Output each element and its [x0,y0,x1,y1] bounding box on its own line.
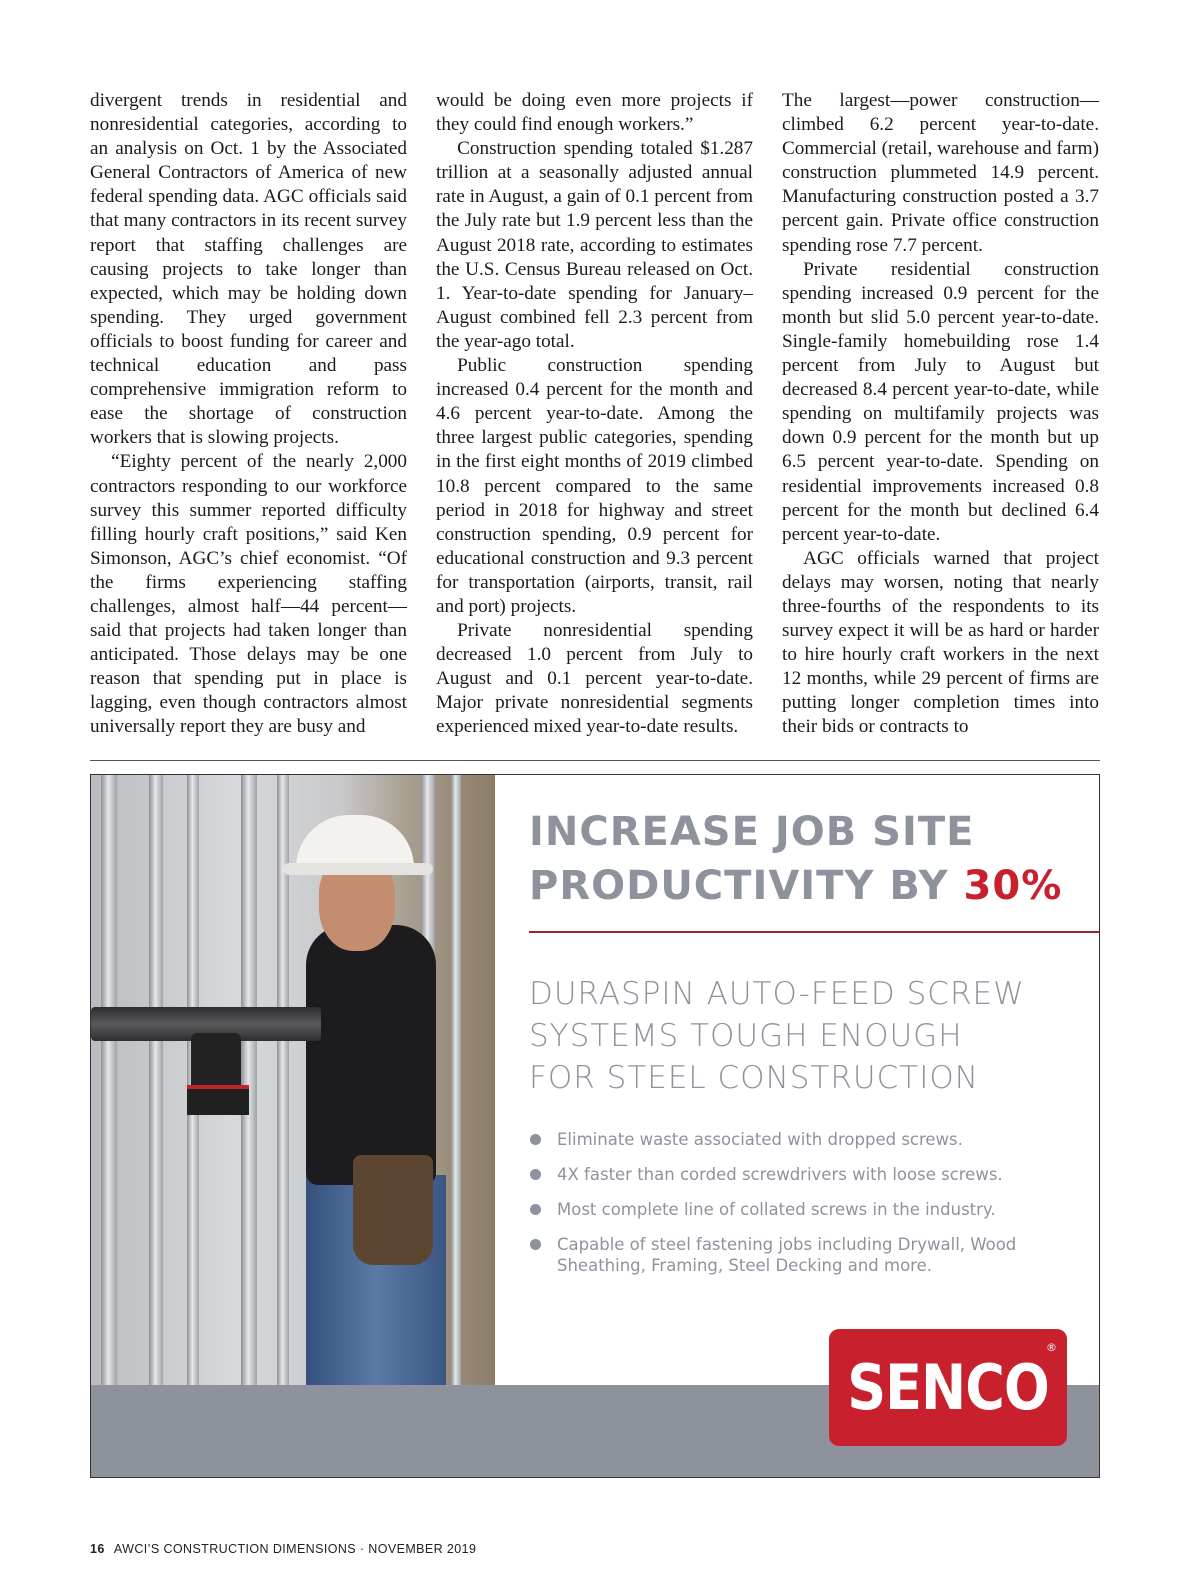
section-divider [90,760,1100,761]
senco-advertisement [90,774,1100,1478]
page-number: 16 [90,1542,105,1556]
bullet-item [529,1129,1069,1150]
paragraph: would be doing even more projects if they could find enough workers.” [436,90,753,136]
senco-logo [829,1329,1067,1446]
bullet-item [529,1234,1069,1276]
tool-pouch [353,1155,433,1265]
ad-headline [529,805,1089,913]
headline-line-1: INCREASE JOB SITE [529,809,975,855]
article-column-3 [782,89,1099,740]
worker-photo [91,775,495,1385]
publication-line: AWCI’S CONSTRUCTION DIMENSIONS · NOVEMBER 2019 [113,1542,477,1556]
paragraph: Private nonresidential spending decreased 1.0 percent from July to August and 0.1 percent year-to-date. Major private nonresidential segments experienced mixed year-to-date results. [436,620,753,738]
bullet-text: 4X faster than corded screwdrivers with loose screws. [557,1165,1003,1184]
paragraph: Construction spending totaled $1.287 trillion at a seasonally adjusted annual rate in August, a gain of 0.1 percent from the July rate but 1.9 percent less than the August 2018 rate, according to estimates the U.S. Census Bureau released on Oct. 1. Year-to-date spending for January–August combined fell 2.3 percent from the year-ago total. [436,138,753,352]
steel-stud [149,775,163,1385]
headline-line-2-text: PRODUCTIVITY BY [529,863,964,909]
ad-bullet-list [529,1129,1069,1290]
bullet-icon [530,1204,541,1215]
headline-accent: 30% [963,863,1063,909]
subheadline-line: FOR STEEL CONSTRUCTION [529,1060,979,1096]
ad-subheadline [529,973,1089,1099]
paragraph: The largest—power construction—climbed 6.2 percent year-to-date. Commercial (retail, warehouse and farm) construction plummeted 14.9 percent. Manufacturing construction posted a 3.7 percent gain. Private office construction spending rose 7.7 percent. [782,90,1099,256]
screw-gun-grip [191,1033,241,1093]
paragraph: divergent trends in residential and nonresidential categories, according to an analysis on Oct. 1 by the Associated General Contractors of America of new federal spending data. AGC officials said that many contractors in its recent survey report that staffing challenges are causing projects to take longer than expected, which may be holding down spending. They urged government officials to boost funding for career and technical education and pass comprehensive immigration reform to ease the shortage of construction workers that is slowing projects. [90,90,407,449]
paragraph: AGC officials warned that project delays may worsen, noting that nearly three-fourths of the respondents to its survey expect it will be as hard or harder to hire hourly craft workers in the next 12 months, while 29 percent of firms are putting longer completion times into their bids or contracts to [782,547,1099,738]
worker-shirt [306,925,436,1185]
bullet-text: Most complete line of collated screws in the industry. [557,1200,996,1219]
steel-stud [241,775,257,1385]
subheadline-line: SYSTEMS TOUGH ENOUGH [529,1018,963,1054]
hardhat-brim [283,863,433,875]
paragraph: Private residential construction spending increased 0.9 percent for the month but slid 5.0 percent year-to-date. Single-family homebuilding rose 1.4 percent from July to August but decreased 8.4 percent year-to-date, while spending on multifamily projects was down 0.9 percent for the month but up 6.5 percent year-to-date. Spending on residential improvements increased 0.8 percent for the month but declined 6.4 percent year-to-date. [782,258,1099,545]
screw-gun-battery [187,1085,249,1115]
bullet-icon [530,1169,541,1180]
paragraph: “Eighty percent of the nearly 2,000 contractors responding to our workforce survey this summer reported difficulty filling hourly craft positions,” said Ken Simonson, AGC’s chief economist. “Of the firms experiencing staffing challenges, almost half—44 percent—said that projects had taken longer than anticipated. Those delays may be one reason that spending put in place is lagging, even though contractors almost universally report they are busy and [90,451,407,738]
bullet-item [529,1164,1069,1185]
steel-stud [451,775,461,1385]
ad-headline-rule [529,931,1100,933]
article-column-1 [90,89,407,740]
registered-mark-icon: ® [1046,1341,1057,1354]
senco-logo-text: SENCO [847,1351,1049,1424]
page-footer [90,1542,476,1556]
headline-line-2 [529,859,1089,913]
bullet-icon [530,1239,541,1250]
steel-stud [101,775,117,1385]
article-column-2 [436,89,753,740]
subheadline-line: DURASPIN AUTO-FEED SCREW [529,976,1025,1012]
bullet-text: Capable of steel fastening jobs including Drywall, Wood Sheathing, Framing, Steel Decking and more. [557,1235,1017,1275]
paragraph: Public construction spending increased 0.4 percent for the month and 4.6 percent year-to-date. Among the three largest public categories, spending in the first eight months of 2019 climbed 10.8 percent compared to the same period in 2018 for highway and street construction spending, 0.9 percent for educational construction and 9.3 percent for transportation (airports, transit, rail and port) projects. [436,355,753,617]
bullet-text: Eliminate waste associated with dropped screws. [557,1130,963,1149]
bullet-item [529,1199,1069,1220]
bullet-icon [530,1134,541,1145]
